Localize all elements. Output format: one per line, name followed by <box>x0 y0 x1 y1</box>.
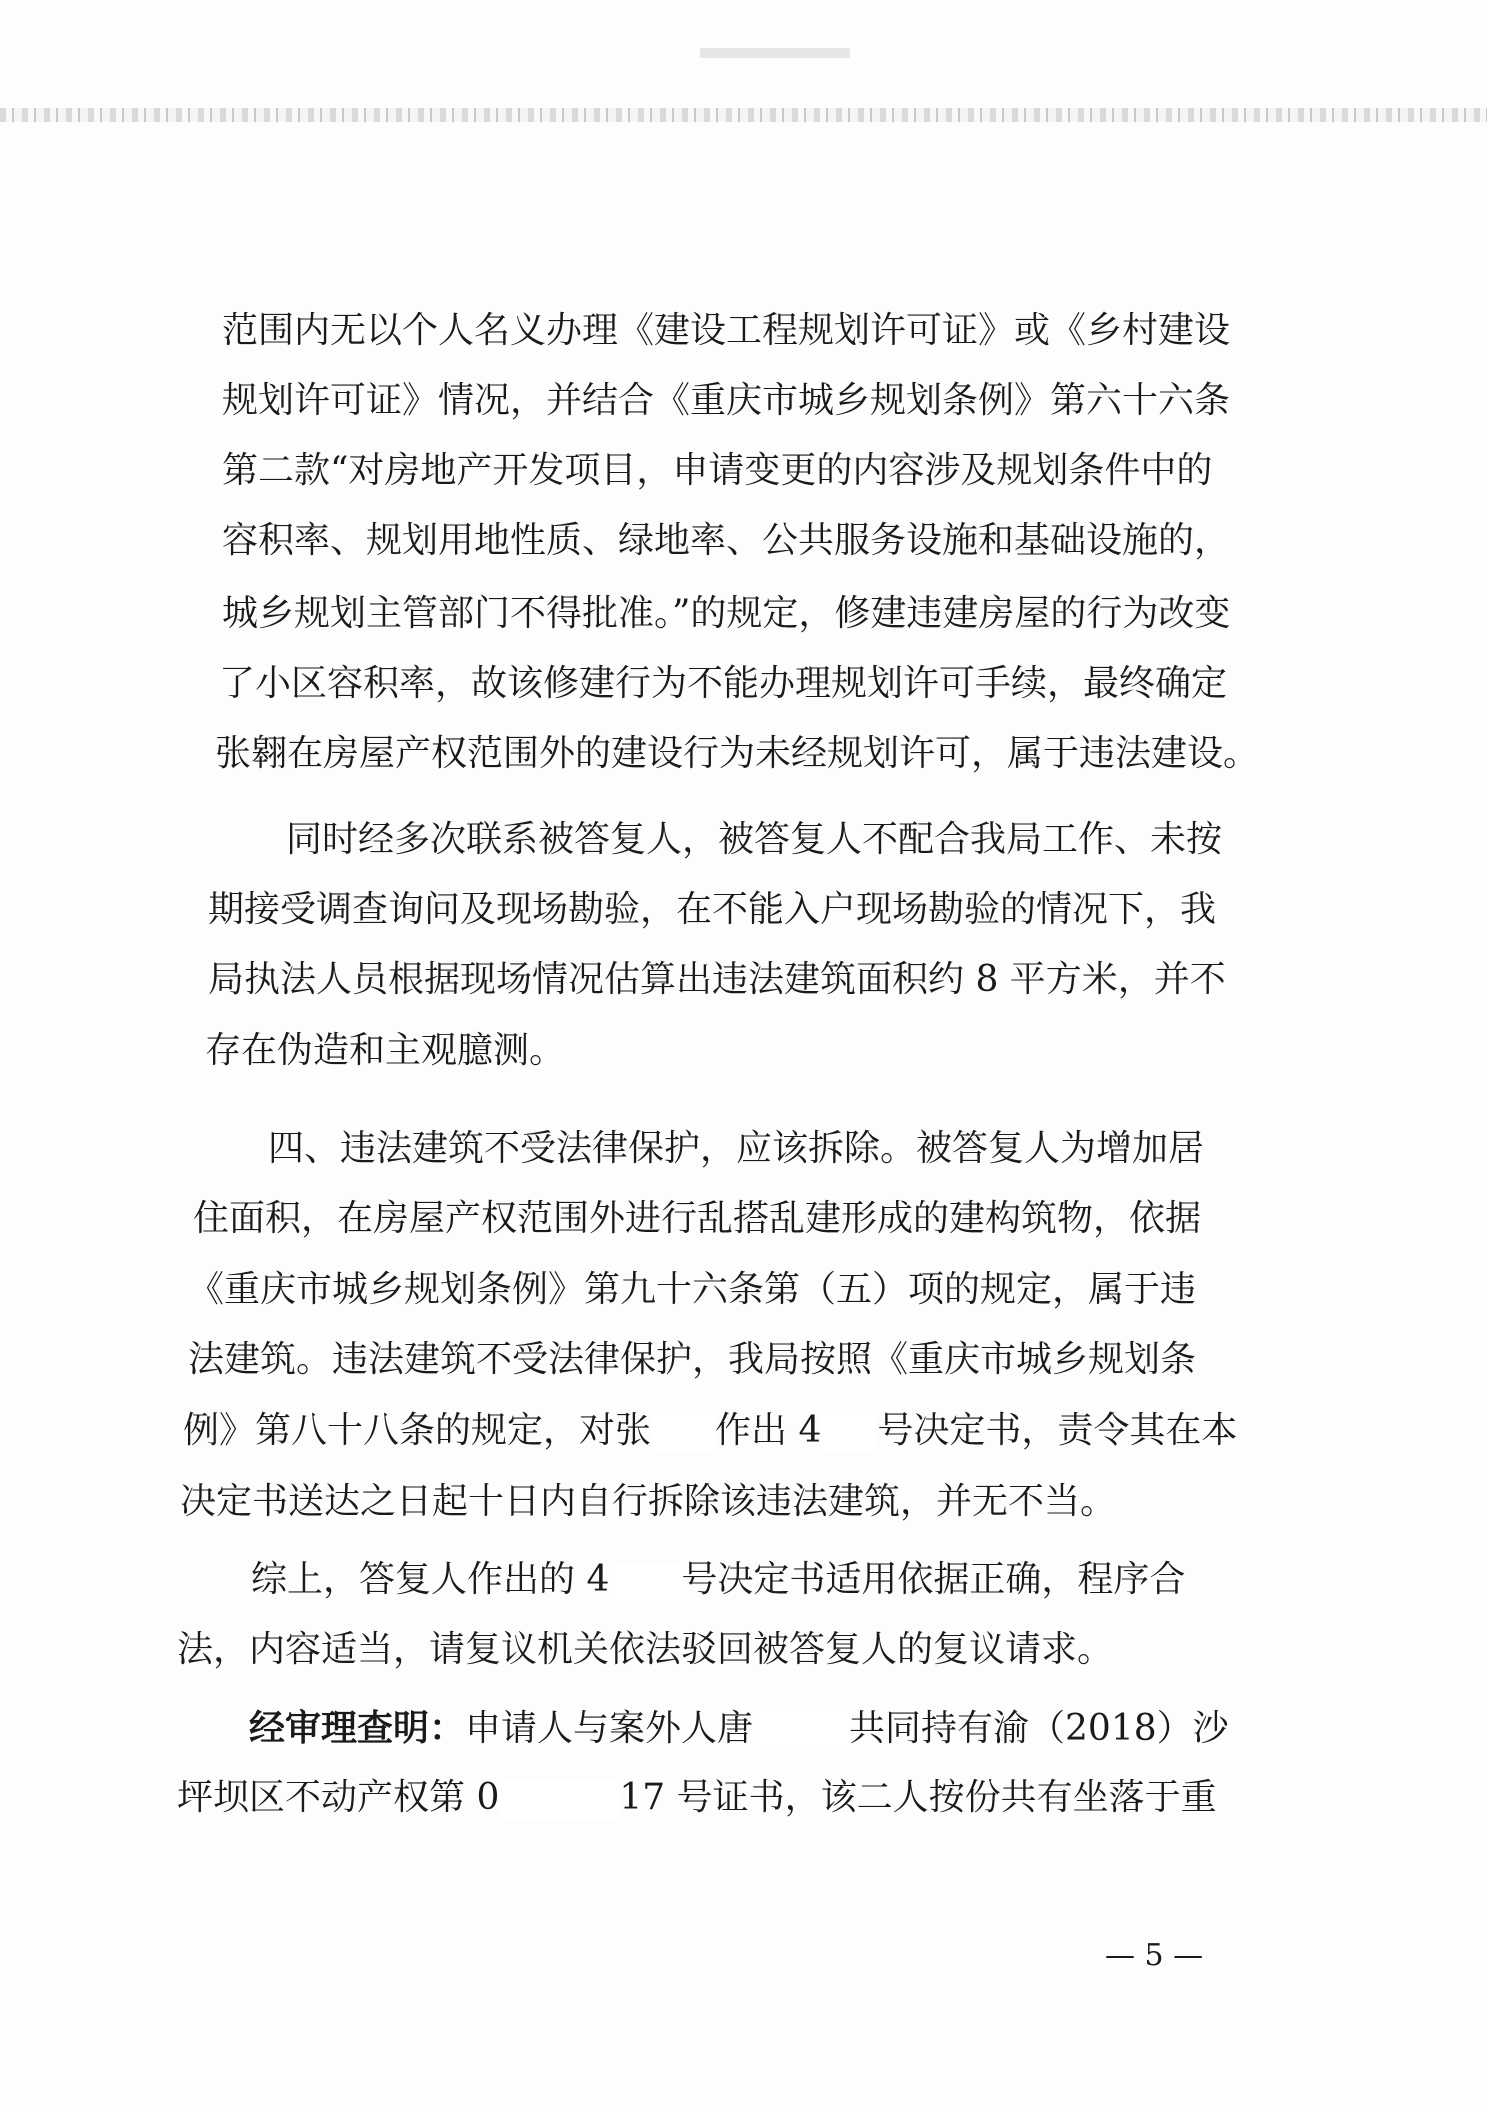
scan-artifact-band <box>0 108 1487 122</box>
text-line: 存在伪造和主观臆测。 <box>205 1030 566 1071</box>
text-segment: 号决定书，责令其在本 <box>877 1410 1238 1451</box>
redaction <box>753 1712 849 1750</box>
text-line <box>177 1778 1217 1819</box>
text-line: 城乡规划主管部门不得批准。”的规定，修建违建房屋的行为改变 <box>222 593 1231 634</box>
redaction <box>609 1563 681 1601</box>
text-segment: 共同持有渝（2018）沙 <box>849 1708 1229 1749</box>
page-number: — 5 — <box>1105 1938 1204 1973</box>
text-segment: 号决定书适用依据正确，程序合 <box>681 1559 1186 1600</box>
text-segment: 申请人与案外人唐 <box>465 1708 754 1749</box>
text-segment: 17 号证书，该二人按份共有坐落于重 <box>619 1777 1217 1818</box>
text-segment: 综上，答复人作出的 4 <box>251 1559 610 1600</box>
section-heading: 经审理查明： <box>249 1707 466 1749</box>
scan-artifact <box>700 48 850 58</box>
text-line <box>183 1411 1237 1452</box>
text-line: 法，内容适当，请复议机关依法驳回被答复人的复议请求。 <box>177 1629 1114 1670</box>
text-segment: 作出 4 <box>715 1410 822 1451</box>
text-line: 第二款“对房地产开发项目，申请变更的内容涉及规划条件中的 <box>222 450 1213 491</box>
text-line: 住面积，在房屋产权范围外进行乱搭乱建形成的建构筑物，依据 <box>193 1198 1202 1239</box>
text-line: 规划许可证》情况，并结合《重庆市城乡规划条例》第六十六条 <box>222 380 1231 421</box>
text-segment: 例》第八十八条的规定，对张 <box>183 1410 652 1451</box>
text-line: 《重庆市城乡规划条例》第九十六条第（五）项的规定，属于违 <box>188 1269 1197 1310</box>
text-line: 了小区容积率，故该修建行为不能办理规划许可手续，最终确定 <box>219 663 1228 704</box>
text-line <box>251 1560 1185 1601</box>
text-line <box>249 1708 1229 1750</box>
text-line: 法建筑。违法建筑不受法律保护，我局按照《重庆市城乡规划条 <box>188 1339 1197 1380</box>
text-line: 张翱在房屋产权范围外的建设行为未经规划许可，属于违法建设。 <box>215 733 1260 774</box>
redaction <box>651 1414 715 1452</box>
text-line: 决定书送达之日起十日内自行拆除该违法建筑，并无不当。 <box>180 1481 1117 1522</box>
redaction <box>499 1781 619 1819</box>
text-segment: 坪坝区不动产权第 0 <box>177 1777 500 1818</box>
text-line: 局执法人员根据现场情况估算出违法建筑面积约 8 平方米，并不 <box>208 959 1226 1000</box>
redaction <box>821 1414 877 1452</box>
text-line: 同时经多次联系被答复人，被答复人不配合我局工作、未按 <box>286 819 1223 860</box>
text-line: 四、违法建筑不受法律保护，应该拆除。被答复人为增加居 <box>268 1128 1205 1169</box>
text-line: 期接受调查询问及现场勘验，在不能入户现场勘验的情况下，我 <box>208 889 1217 930</box>
text-line: 范围内无以个人名义办理《建设工程规划许可证》或《乡村建设 <box>222 310 1231 351</box>
text-line: 容积率、规划用地性质、绿地率、公共服务设施和基础设施的， <box>222 520 1231 561</box>
